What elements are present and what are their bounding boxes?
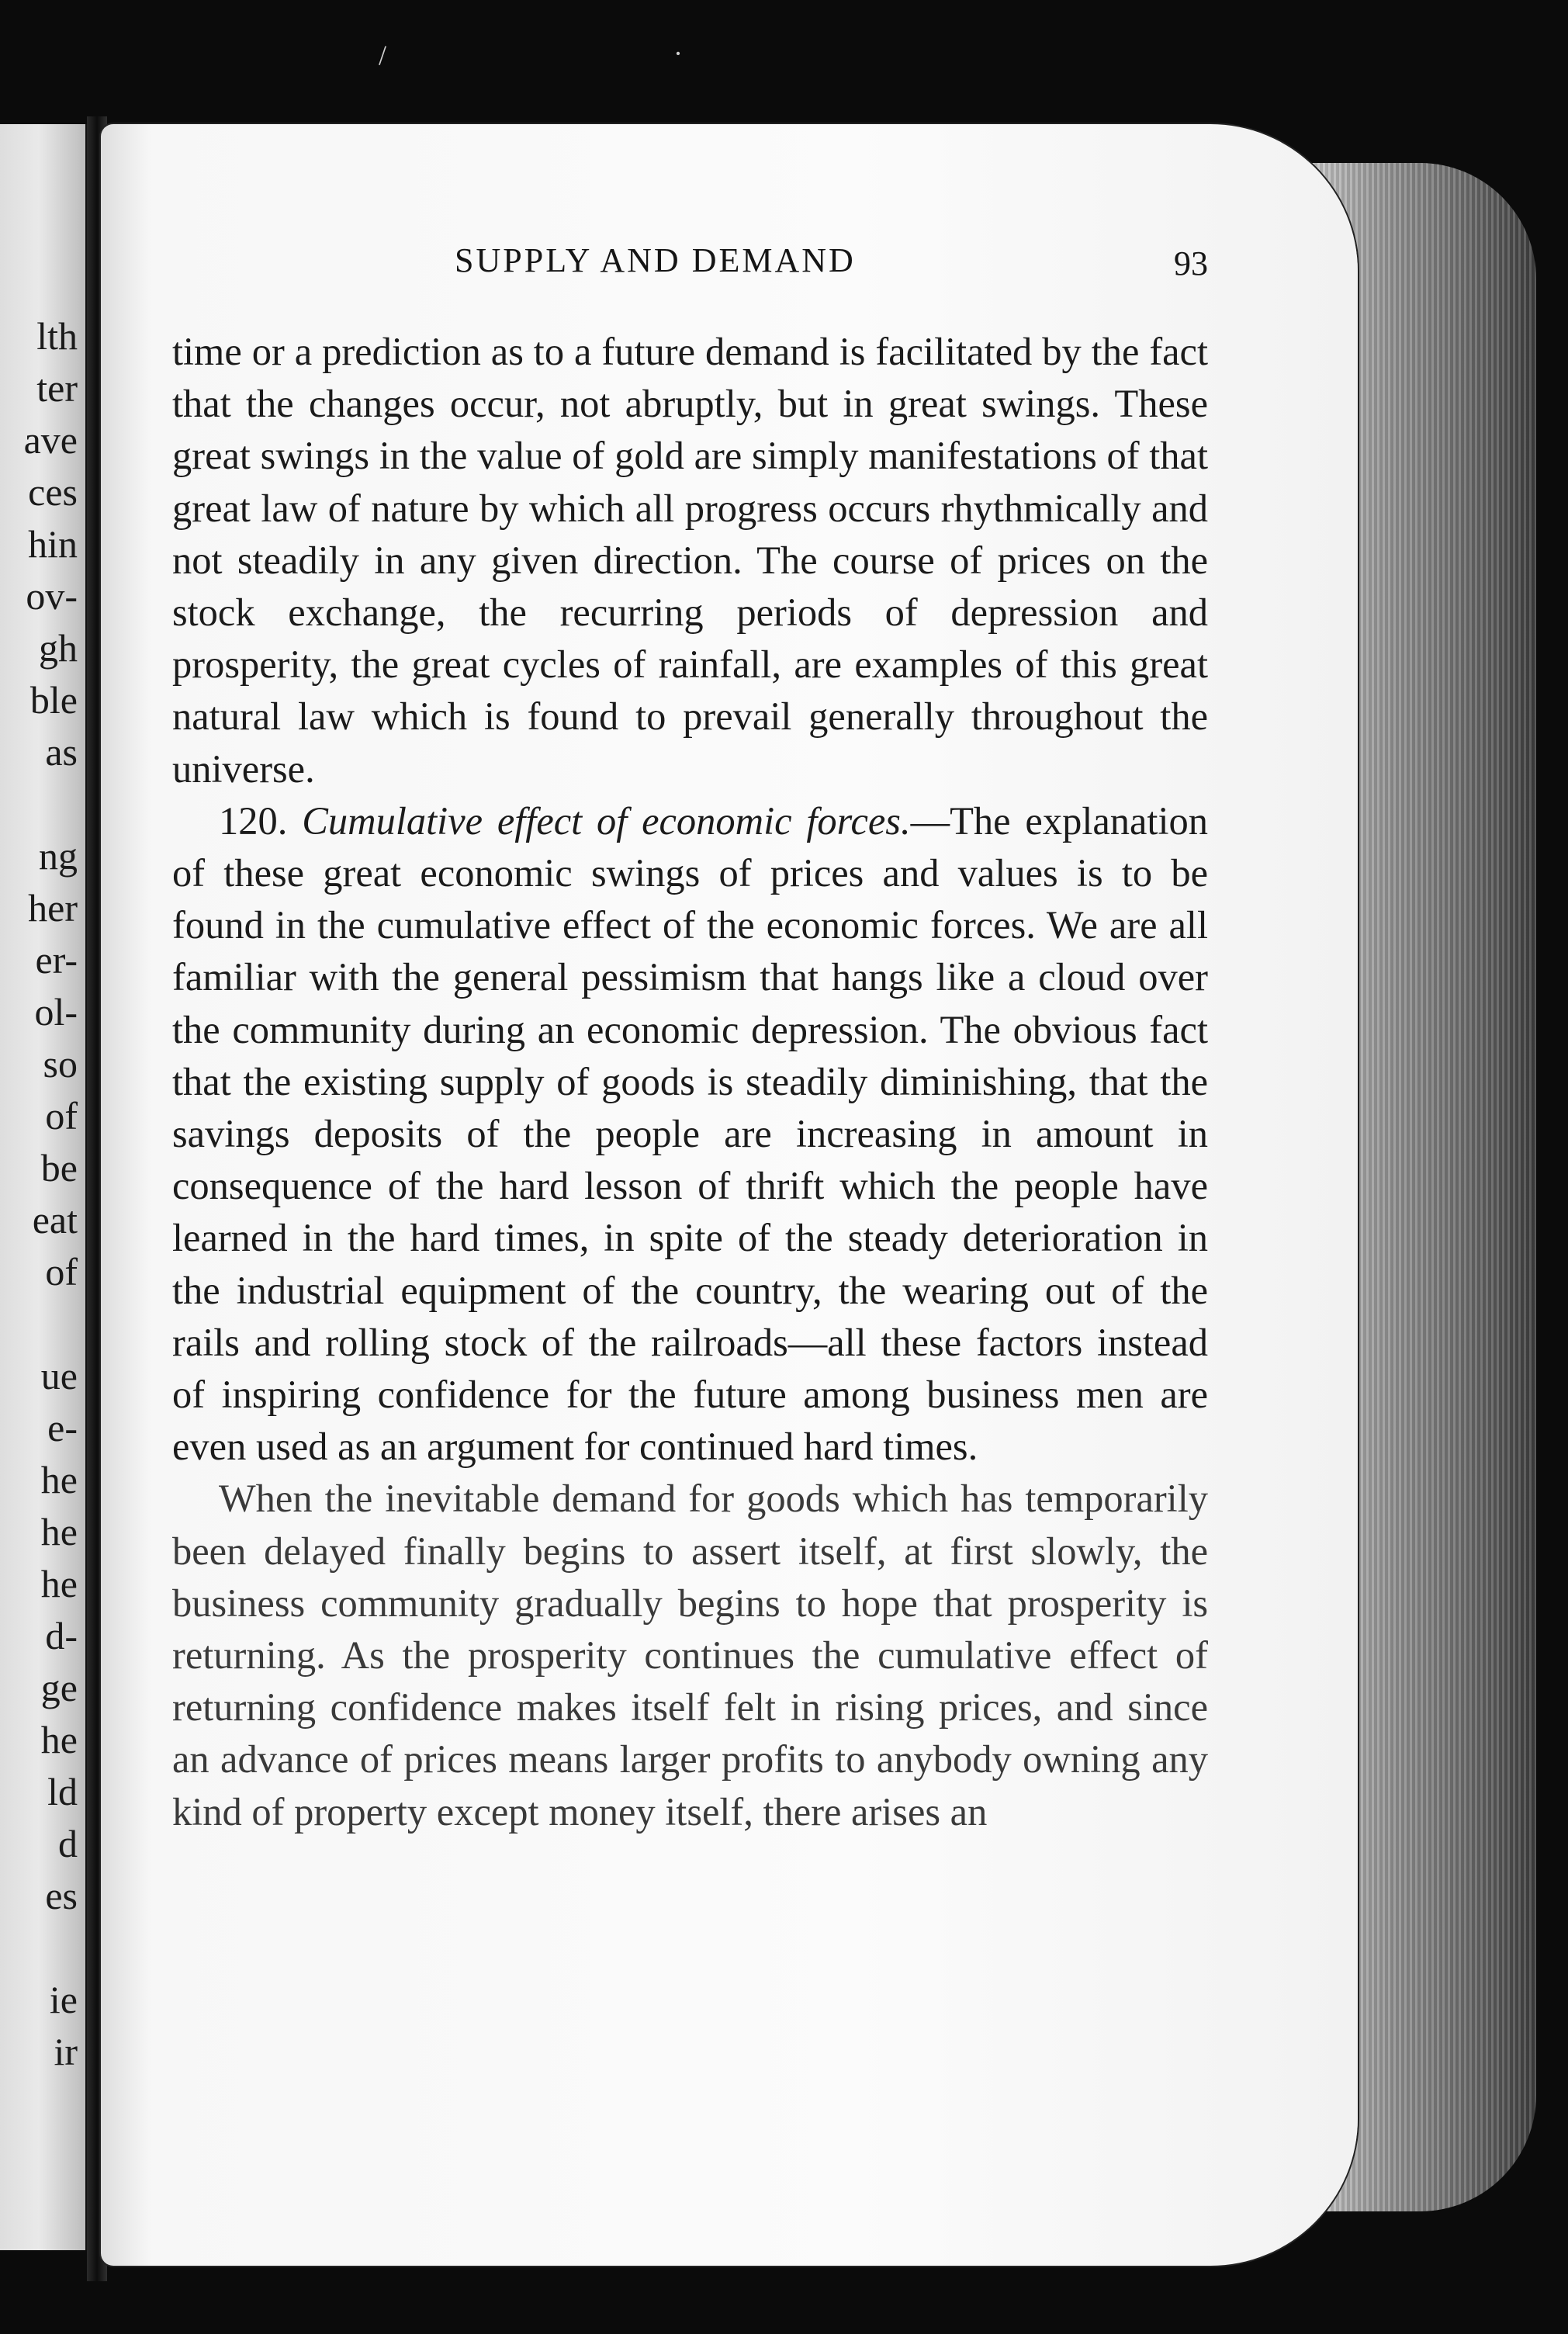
book-page (101, 124, 1358, 2266)
page-header (101, 241, 1358, 303)
section-number: 120. (219, 798, 288, 843)
previous-page-fragment: ge (40, 1666, 78, 1709)
section-body: The explanation of these great economic swings of prices and values is to be found in the cumulative effect of the economic forces. We are all familiar with the general pessimism that hangs like a cloud over the community during an economic depression. The obvious fact that the existing supply of goods is steadily diminishing, that the savings deposits of the people are increasing in amount in consequence of the hard lesson of thrift which the people have learned in the hard times, in spite of the steady deterioration in the industrial equipment of the country, the wearing out of the rails and rolling stock of the railroads—all these factors instead of inspiring confidence for the future among business men are even used as an argument for continued hard times. (172, 798, 1208, 1469)
previous-page-fragment: of (45, 1250, 78, 1293)
previous-page-fragment: es (45, 1874, 78, 1917)
page-number: 93 (1174, 244, 1208, 282)
previous-page-fragment (0, 1922, 78, 1974)
running-head: SUPPLY AND DEMAND (455, 241, 856, 279)
previous-page-fragment: he (40, 1718, 78, 1761)
previous-page-fragment: be (40, 1146, 78, 1190)
previous-page-fragment: ie (49, 1978, 78, 2021)
body-text (172, 326, 1208, 1838)
previous-page-fragment: ol- (34, 990, 78, 1034)
previous-page-fragment: er- (35, 938, 78, 982)
previous-page-fragment: he (40, 1510, 78, 1553)
previous-page-fragment (0, 778, 78, 830)
previous-page-fragment: ld (47, 1770, 78, 1813)
previous-page-fragment: lth (36, 314, 78, 358)
previous-page-fragment (0, 1298, 78, 1350)
previous-page-fragment: of (45, 1094, 78, 1138)
scan-speck: · (673, 38, 683, 69)
section-dash: — (910, 798, 950, 843)
previous-page-fragment: ir (54, 2030, 78, 2073)
paragraph-continued: time or a prediction as to a future demand is facilitated by the fact that the changes occur, not abruptly, but in great swings. These great swings in the value of gold are simply manifestations of that great law of nature by which all progress occurs rhythmically and not steadily in any given direction. The course of prices on the stock exchange, the recurring periods of depression and prosperity, the great cycles of rainfall, are examples of this great natural law which is found to prevail generally throughout the universe. (172, 330, 1208, 791)
previous-page-fragment: d- (45, 1614, 78, 1657)
previous-page-fragment: ov- (26, 574, 78, 618)
previous-page-edge (0, 124, 90, 2250)
paragraph-last: When the inevitable demand for goods which has temporarily been delayed finally begins to assert itself, at first slowly, the business community gradually begins to hope that prosperity is returning. As the prosperity continues the cumulative effect of returning confidence makes itself felt in rising prices, and since an advance of prices means larger profits to anybody owning any kind of property except money itself, there arises an (172, 1477, 1208, 1834)
previous-page-fragment: her (28, 886, 78, 930)
scan-speck: / (379, 40, 387, 71)
previous-page-fragment: he (40, 1562, 78, 1605)
previous-page-fragment: as (45, 730, 78, 774)
previous-page-fragment: ter (36, 366, 78, 410)
previous-page-fragment: gh (39, 626, 78, 670)
previous-page-fragment: ble (29, 678, 78, 722)
section-title: Cumulative effect of economic forces. (302, 798, 911, 843)
previous-page-fragment: he (40, 1458, 78, 1501)
section-paragraph (172, 795, 1208, 1473)
previous-page-fragment: so (43, 1042, 78, 1086)
previous-page-fragment: e- (47, 1406, 78, 1449)
previous-page-fragment: ave (23, 418, 78, 462)
previous-page-fragment: d (58, 1822, 78, 1865)
previous-page-fragment: ue (40, 1354, 78, 1397)
previous-page-text-fragments (0, 310, 78, 2078)
previous-page-fragment: eat (32, 1198, 78, 1241)
previous-page-fragment: ng (39, 834, 78, 878)
previous-page-fragment: hin (28, 522, 78, 566)
previous-page-fragment: ces (28, 470, 78, 514)
